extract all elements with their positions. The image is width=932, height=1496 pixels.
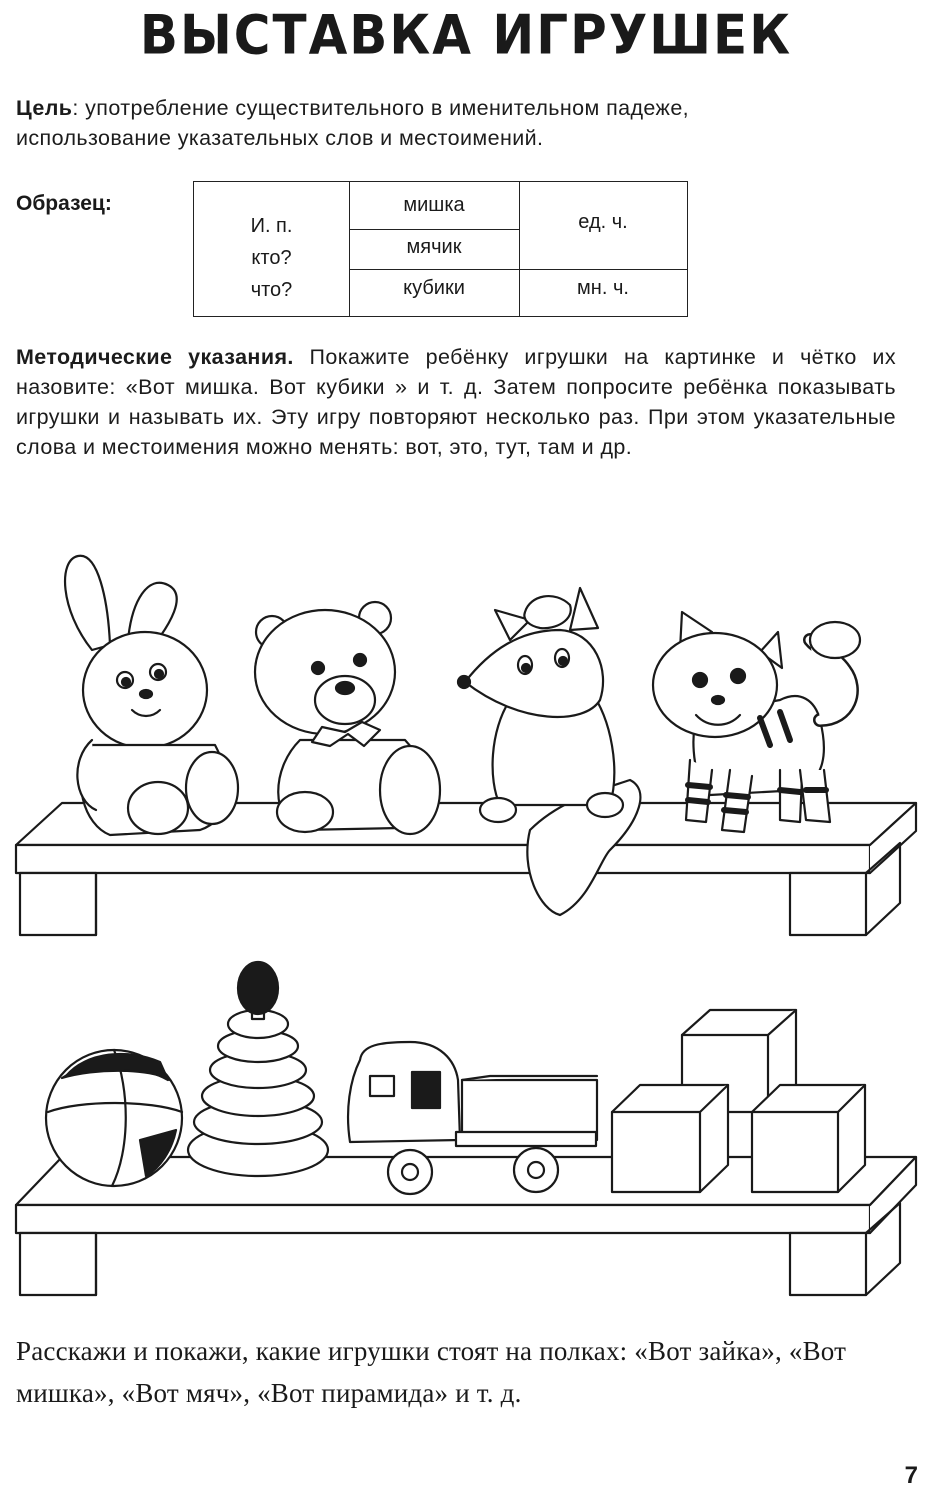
bunny-toy: [65, 556, 238, 835]
number-cell: мн. ч.: [577, 277, 629, 299]
number-cell: ед. ч.: [578, 211, 628, 233]
sample-label: Образец:: [16, 192, 112, 215]
method-label: Методические указания.: [16, 345, 294, 369]
goal-label: Цель: [16, 96, 73, 120]
kitten-toy: [653, 612, 860, 832]
word-cell: кубики: [403, 277, 465, 299]
ball-toy: [46, 1050, 182, 1186]
case-line: кто?: [251, 247, 292, 269]
method-text: Покажите ребёнку игрушки на картинке и чётко их назовите: «Вот мишка. Вот кубики » и т. д. Затем попросите ребёнка показывать игрушки и называть их. Эту игру повторяют несколько раз. При этом указательные слова и местоимения можно менять: вот, это, тут, там и др.: [16, 345, 896, 459]
task-text: Расскажи и покажи, какие игрушки стоят на полках: «Вот зайка», «Вот мишка», «Вот мяч», «Вот пирамида» и т. д.: [16, 1336, 847, 1408]
page-title: ВЫСТАВКА ИГРУШЕК: [139, 3, 793, 67]
goal-text: : употребление существительного в именительном падеже, использование указательных слов и местоимений.: [16, 96, 690, 150]
page-number: 7: [904, 1462, 918, 1489]
pyramid-toy: [188, 962, 328, 1176]
case-line: что?: [250, 279, 293, 301]
word-cell: мишка: [403, 194, 465, 216]
word-cell: мячик: [406, 236, 462, 258]
bear-toy: [255, 602, 440, 834]
case-line: И. п.: [250, 215, 293, 237]
